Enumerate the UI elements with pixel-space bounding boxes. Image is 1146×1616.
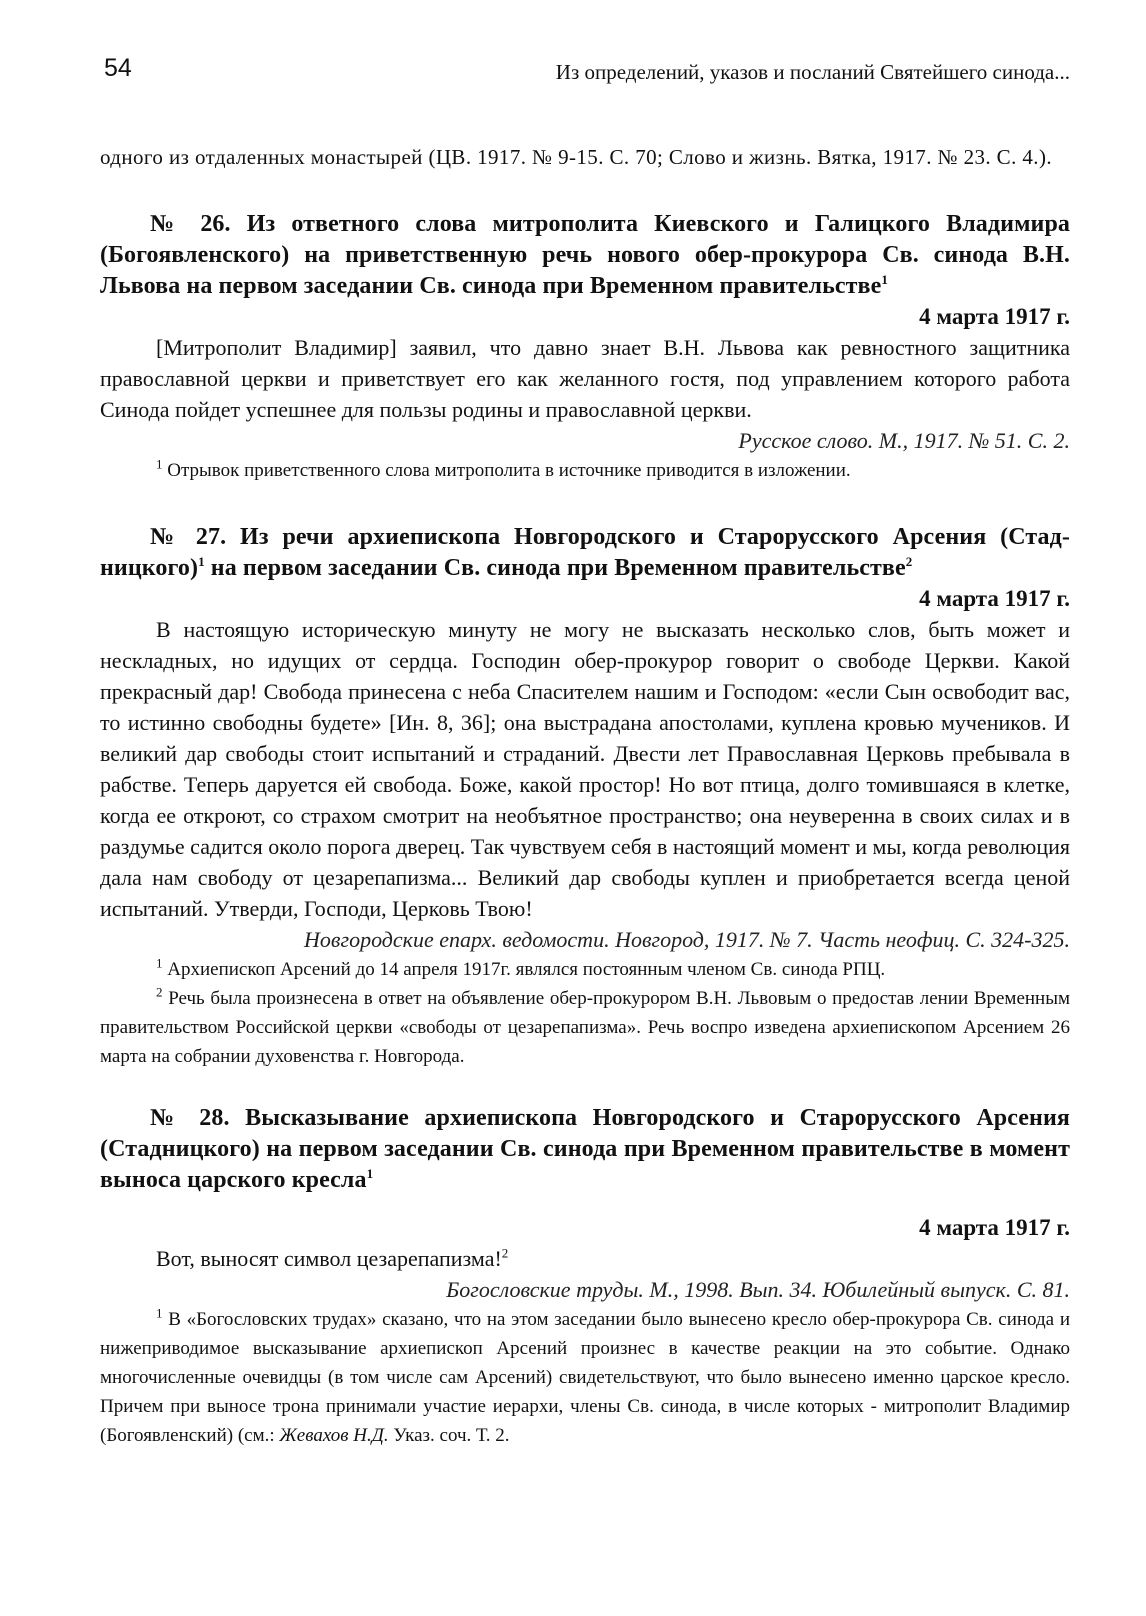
doc28-footnote-1 bbox=[100, 1305, 1070, 1450]
doc26-title bbox=[100, 209, 1070, 302]
doc27-footnote-1 bbox=[100, 955, 1070, 984]
doc27-title-footnote-ref-2: 2 bbox=[905, 554, 913, 569]
doc26-title-footnote-ref: 1 bbox=[881, 272, 888, 287]
doc28-source: Богословские труды. М., 1998. Вып. 34. Юбилейный выпуск. С. 81. bbox=[446, 1277, 1070, 1302]
running-title: Из определений, указов и посланий Святейшего синода... bbox=[555, 60, 1070, 84]
doc26-source: Русское слово. М., 1917. № 51. С. 2. bbox=[738, 428, 1070, 453]
doc28-title-footnote-ref: 1 bbox=[366, 1166, 374, 1181]
doc28-date: 4 марта 1917 г. bbox=[919, 1215, 1070, 1240]
doc26-title-text: № 26. Из ответного слова митрополита Киевского и Галицкого Владимира (Богоявленского) на приветственную речь нового обер-прокурора Св. синода В.Н. Львова на первом заседании Св. синода при Временном правительстве bbox=[100, 211, 1070, 299]
doc28-text-footnote-ref: 2 bbox=[501, 1245, 509, 1261]
doc27-text: В настоящую историческую минуту не могу не высказать несколько слов, быть может и нескладных, но идущих от сердца. Господин обер-прокурор говорит о свободе Церкви. Какой прекрасный дар! Свобода принесена с неба Спасителем нашим и Господом: «если Сын освободит вас, то истинно свободны будете» [Ин. 8, 36]; она выстрадана апостолами, куплена кровью мучеников. И великий дар свободы стоит испытаний и страданий. Двести лет Православная Церковь пребывала в рабстве. Теперь даруется ей свобода. Боже, какой простор! Но вот птица, долго томившаяся в клетке, когда ее откроют, со страхом смотрит на необъятное пространство; она неуверенна в своих силах и в раздумье садится около порога дверец. Так чувствуем себя в настоящий момент и мы, когда революция дала нам свободу от цезарепапизма... Великий дар свободы куплен и приобретается всегда ценой испытаний. Утверди, Господи, Церковь Твою! bbox=[100, 617, 1070, 921]
doc28-title-text: № 28. Высказывание архиепископа Новгородского и Старорусского Арсения (Стадницкого) на первом заседании Св. синода при Временном правительстве в момент выноса царского кресла bbox=[100, 1105, 1070, 1193]
page-number: 54 bbox=[104, 54, 132, 82]
doc28-footnote-1-author: Жевахов Н.Д. bbox=[279, 1425, 389, 1446]
doc27-title-footnote-ref-1: 1 bbox=[198, 554, 205, 569]
doc28-footnote-1-text-b: Указ. соч. Т. 2. bbox=[388, 1425, 510, 1446]
doc28-title bbox=[100, 1103, 1070, 1196]
doc28-text-body: Вот, выносят символ цезарепапизма! bbox=[156, 1246, 502, 1271]
doc27-title bbox=[100, 522, 1070, 584]
doc26-date: 4 марта 1917 г. bbox=[919, 304, 1070, 329]
doc27-title-text-a: № 27. Из речи архиепископа Новгородского и Старорусского Арсения (Стад-ницкого) bbox=[100, 524, 1070, 581]
doc26-text: [Митрополит Владимир] заявил, что давно знает В.Н. Львова как ревностного защитника православной церкви и приветствует его как желанного гостя, под управлением которого работа Синода пойдет успешнее для пользы родины и православной церкви. bbox=[100, 335, 1070, 422]
doc27-footnote-2-text: Речь была произнесена в ответ на объявление обер-прокурором В.Н. Львовым о предостав лении Временным правительством Российской церкви «свободы от цезарепапизма». Речь воспро изведена архиепископом Арсением 26 марта на собрании духовенства г. Новгорода. bbox=[100, 988, 1071, 1067]
doc28-footnote-1-text-a: В «Богословских трудах» сказано, что на этом заседании было вынесено кресло обер-прокурора Св. синода и нижеприводимое высказывание архиепископ Арсений произнес в качестве реакции на это событие. Однако многочисленные очевидцы (в том числе сам Арсений) свидетельствуют, что было вынесено именно царское кресло. Причем при выносе трона принимали участие иерархи, члены Св. синода, в числе которых - митрополит Владимир (Богоявленский) (см.: bbox=[100, 1309, 1070, 1446]
doc27-footnote-2-num: 2 bbox=[156, 984, 163, 1000]
doc28-footnote-1-num: 1 bbox=[156, 1305, 163, 1321]
doc27-title-text-b: на первом заседании Св. синода при Временном правительстве bbox=[204, 555, 906, 581]
doc27-source: Новгородские епарх. ведомости. Новгород, 1917. № 7. Часть неофиц. С. 324-325. bbox=[304, 927, 1070, 952]
doc26-footnote-1-num: 1 bbox=[156, 456, 163, 472]
doc26-footnote-1 bbox=[100, 456, 1070, 485]
doc26-footnote-1-text: Отрывок приветственного слова митрополита в источнике приводится в изложении. bbox=[167, 460, 851, 481]
doc27-footnote-1-num: 1 bbox=[156, 955, 163, 971]
doc28-text bbox=[100, 1243, 1070, 1274]
doc27-date: 4 марта 1917 г. bbox=[919, 586, 1070, 611]
page-header bbox=[104, 52, 1070, 92]
continuation-paragraph: одного из отдаленных монастырей (ЦВ. 1917. № 9-15. С. 70; Слово и жизнь. Вятка, 1917. № 23. С. 4.). bbox=[100, 145, 1052, 169]
doc27-footnote-1-text: Архиепископ Арсений до 14 апреля 1917г. являлся постоянным членом Св. синода РПЦ. bbox=[167, 959, 886, 980]
doc27-footnote-2 bbox=[100, 984, 1070, 1071]
page-body bbox=[100, 142, 1070, 1450]
